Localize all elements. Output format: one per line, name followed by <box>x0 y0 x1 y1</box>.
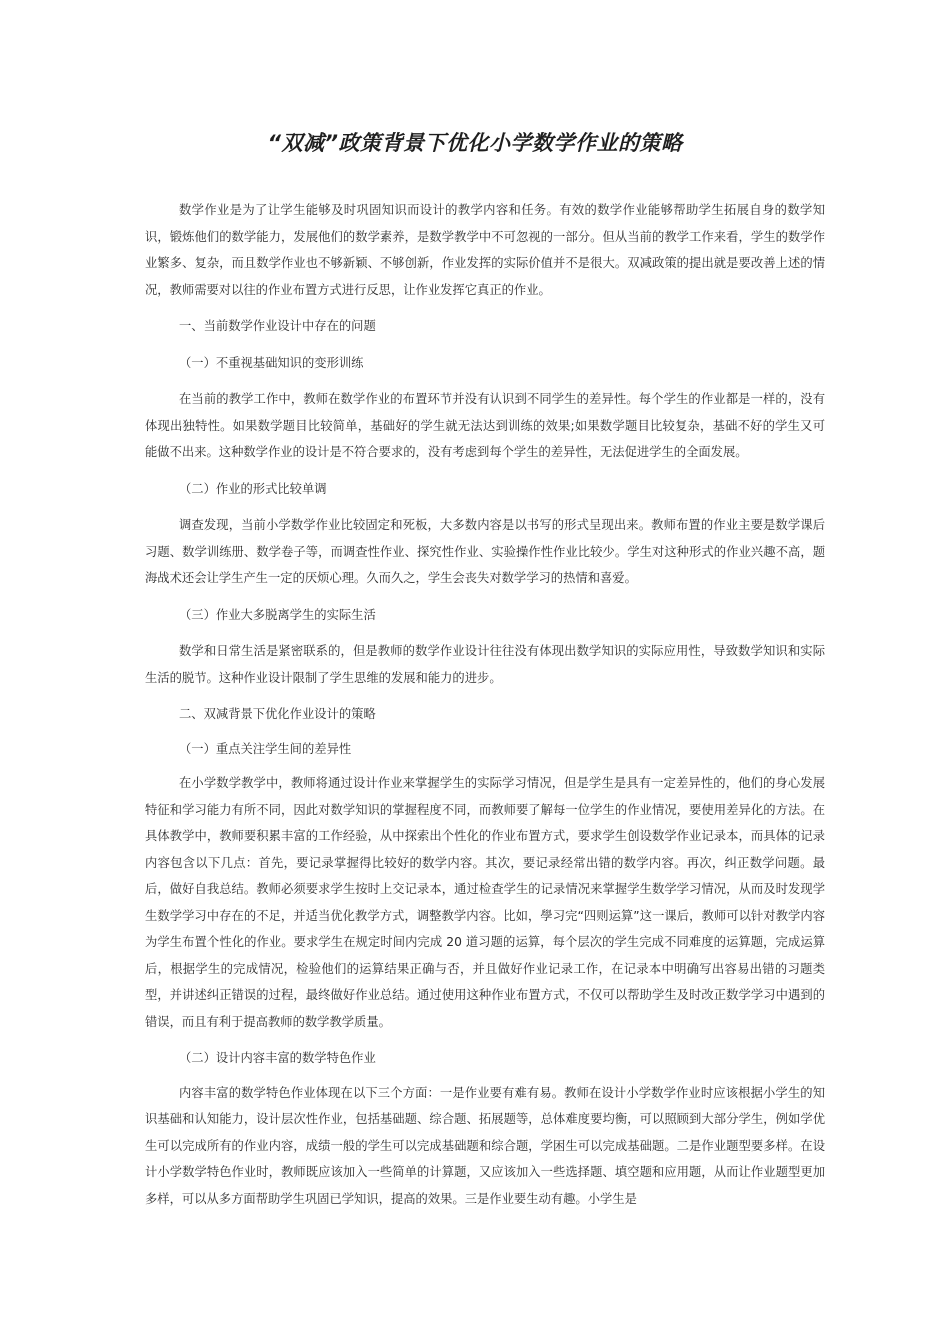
section-1-sub-2-heading: （二）作业的形式比较单调 <box>179 481 327 496</box>
section-1-sub-3-heading: （三）作业大多脱离学生的实际生活 <box>179 607 376 622</box>
section-2-sub-2-heading: （二）设计内容丰富的数学特色作业 <box>179 1051 376 1065</box>
section-1-sub-2-paragraph: 调查发现，当前小学数学作业比较固定和死板，大多数内容是以书写的形式呈现出来。教师布置的作业主要是数学课后习题、数学训练册、数学卷子等，而调查性作业、探究性作业、实验操作性作业比较少。学生对这种形式的作业兴趣不高，题海战术还会让学生产生一定的厌烦心理。久而久之，学生会丧失对数学学习的热情和喜爱。 <box>145 518 825 585</box>
section-1-sub-3-paragraph: 数学和日常生活是紧密联系的，但是教师的数学作业设计往往没有体现出数学知识的实际应用性，导致数学知识和实际生活的脱节。这种作业设计限制了学生思维的发展和能力的进步。 <box>145 644 825 685</box>
document-body <box>145 197 825 1212</box>
section-1-sub-1-paragraph: 在当前的教学工作中，教师在数学作业的布置环节并没有认识到不同学生的差异性。每个学生的作业都是一样的，没有体现出独特性。如果数学题目比较简单，基础好的学生就无法达到训练的效果;如果数学题目比较复杂，基础不好的学生又可能做不出来。这种数学作业的设计是不符合要求的，没有考虑到每个学生的差异性，无法促进学生的全面发展。 <box>145 392 825 459</box>
section-2-heading: 二、双减背景下优化作业设计的策略 <box>179 707 376 721</box>
section-2-sub-2-paragraph: 内容丰富的数学特色作业体现在以下三个方面：一是作业要有难有易。教师在设计小学数学作业时应该根据小学生的知识基础和认知能力，设计层次性作业，包括基础题、综合题、拓展题等，总体难度要均衡，可以照顾到大部分学生，例如学优生可以完成所有的作业内容，成绩一般的学生可以完成基础题和综合题，学困生可以完成基础题。二是作业题型要多样。在设计小学数学特色作业时，教师既应该加入一些简单的计算题，又应该加入一些选择题、填空题和应用题，从而让作业题型更加多样，可以从多方面帮助学生巩固已学知识，提高的效果。三是作业要生动有趣。小学生是 <box>145 1085 825 1206</box>
document-title: “双减”政策背景下优化小学数学作业的策略 <box>267 131 683 155</box>
section-2-sub-1-heading: （一）重点关注学生间的差异性 <box>179 741 352 756</box>
section-1-heading: 一、当前数学作业设计中存在的问题 <box>179 319 376 333</box>
intro-paragraph: 数学作业是为了让学生能够及时巩固知识而设计的教学内容和任务。有效的数学作业能够帮助学生拓展自身的数学知识，锻炼他们的数学能力，发展他们的数学素养，是数学教学中不可忽视的一部分。但从当前的教学工作来看，学生的数学作业繁多、复杂，而且数学作业也不够新颖、不够创新，作业发挥的实际价值并不是很大。双减政策的提出就是要改善上述的情况，教师需要对以往的作业布置方式进行反思，让作业发挥它真正的作业。 <box>145 203 825 297</box>
section-2-sub-1-paragraph: 在小学数学教学中，教师将通过设计作业来掌握学生的实际学习情况，但是学生是具有一定差异性的，他们的身心发展特征和学习能力有所不同，因此对数学知识的掌握程度不同，而教师要了解每一位学生的作业情况，要使用差异化的方法。在具体教学中，教师要积累丰富的工作经验，从中探索出个性化的作业布置方式，要求学生创设数学作业记录本，而具体的记录内容包含以下几点：首先，要记录掌握得比较好的数学内容。其次，要记录经常出错的数学内容。再次，纠正数学问题。最后，做好自我总结。教师必须要求学生按时上交记录本，通过检查学生的记录情况来掌握学生数学学习情况，从而及时发现学生数学学习中存在的不足，并适当优化教学方式，调整教学内容。比如，學习完“四则运算”这一课后，教师可以针对教学内容为学生布置个性化的作业。要求学生在规定时间内完成 20 道习题的运算，每个层次的学生完成不同难度的运算题，完成运算后，根据学生的完成情况，检验他们的运算结果正确与否，并且做好作业记录工作，在记录本中明确写出容易出错的习题类型，并讲述纠正错误的过程，最终做好作业总结。通过使用这种作业布置方式，不仅可以帮助学生及时改正数学学习中遇到的错误，而且有利于提高教师的数学教学质量。 <box>145 776 825 1029</box>
section-1-sub-1-heading: （一）不重视基础知识的变形训练 <box>179 355 364 370</box>
